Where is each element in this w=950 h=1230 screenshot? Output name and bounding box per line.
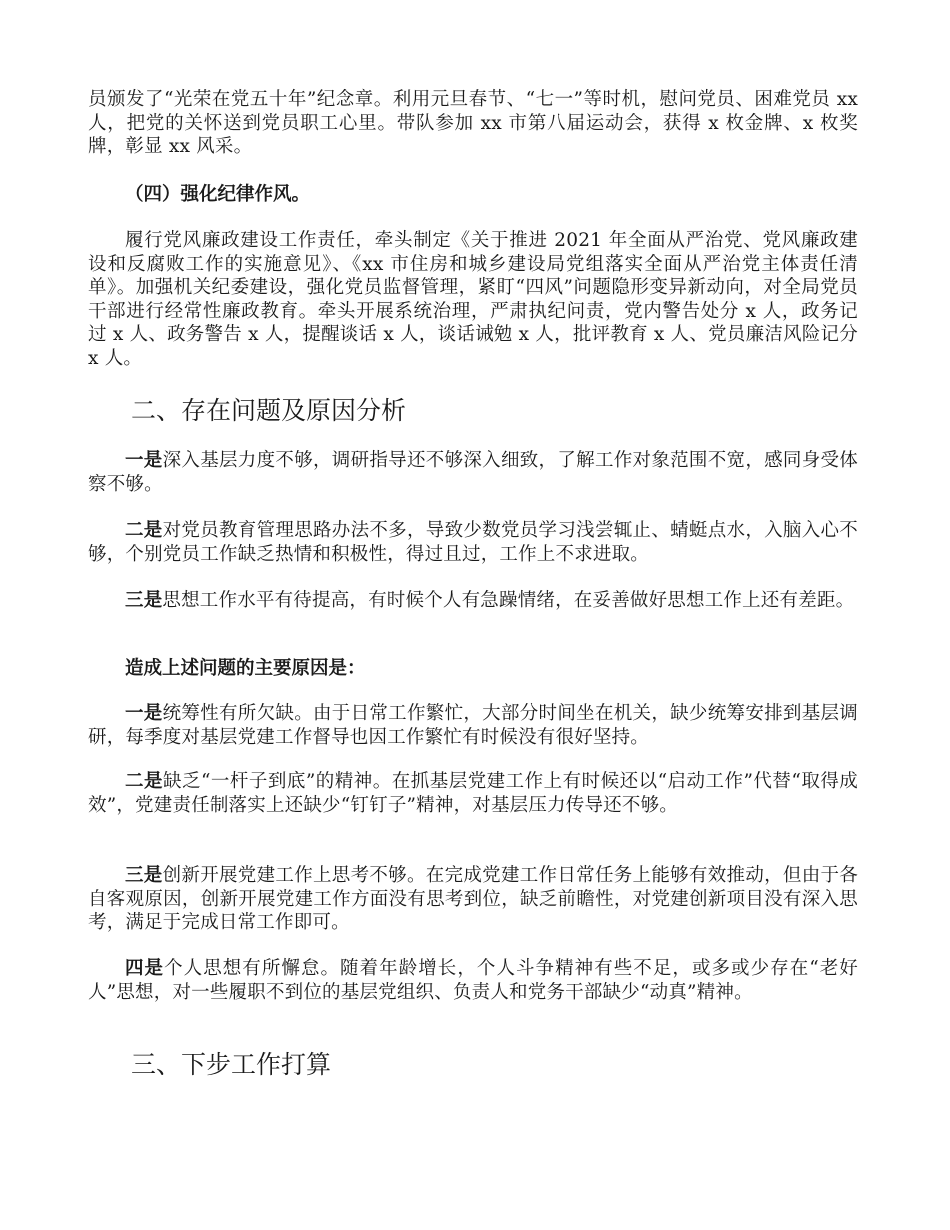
- cause-lead: 二是: [125, 771, 163, 792]
- paragraph-continuation: 员颁发了“光荣在党五十年”纪念章。利用元旦春节、“七一”等时机，慰问党员、困难党员 xx 人，把党的关怀送到党员职工心里。带队参加 xx 市第八届运动会，获得 x 枚金牌、x 枚奖牌，彰显 xx 风采。: [88, 89, 858, 157]
- issue-text: 思想工作水平有待提高，有时候个人有急躁情绪，在妥善做好思想工作上还有差距。: [162, 590, 855, 611]
- issue-text: 深入基层力度不够，调研指导还不够深入细致，了解工作对象范围不宽，感同身受体察不够。: [88, 450, 859, 495]
- section-heading-problems: 二、存在问题及原因分析: [131, 396, 407, 425]
- section-heading-next-steps: 三、下步工作打算: [131, 1050, 332, 1079]
- subheading-discipline: （四）强化纪律作风。: [125, 184, 311, 205]
- cause-text: 创新开展党建工作上思考不够。在完成党建工作日常任务上能够有效推动，但由于各自客观原因，创新开展党建工作方面没有思考到位，缺乏前瞻性，对党建创新项目没有深入思考，满足于完成日常工作即可。: [88, 865, 859, 933]
- cause-text: 缺乏“一杆子到底”的精神。在抓基层党建工作上有时候还以“启动工作”代替“取得成效”，党建责任制落实上还缺少“钉钉子”精神，对基层压力传导还不够。: [88, 771, 859, 816]
- issue-item: [88, 519, 858, 566]
- issue-text: 对党员教育管理思路办法不多，导致少数党员学习浅尝辄止、蜻蜓点水，入脑入心不够，个别党员工作缺乏热情和积极性，得过且过，工作上不求进取。: [88, 520, 859, 565]
- issue-lead: 三是: [125, 590, 163, 611]
- issue-lead: 一是: [125, 450, 163, 471]
- cause-text: 统筹性有所欠缺。由于日常工作繁忙，大部分时间坐在机关，缺少统筹安排到基层调研，每季度对基层党建工作督导也因工作繁忙有时候没有很好坚持。: [88, 703, 859, 748]
- cause-item: [88, 864, 858, 935]
- cause-item: [88, 770, 858, 817]
- cause-item: [88, 702, 858, 749]
- causes-heading: 造成上述问题的主要原因是：: [125, 658, 366, 679]
- cause-item: [88, 957, 858, 1004]
- issue-item: [88, 449, 858, 496]
- issue-item: [88, 589, 858, 613]
- cause-lead: 一是: [125, 703, 163, 724]
- paragraph-discipline: 履行党风廉政建设工作责任，牵头制定《关于推进 2021 年全面从严治党、党风廉政建设和反腐败工作的实施意见》、《xx 市住房和城乡建设局党组落实全面从严治党主体责任清单》。加强机关纪委建设，强化党员监督管理，紧盯“四风”问题隐形变异新动向，对全局党员干部进行经常性廉政教育。牵头开展系统治理，严肃执纪问责，党内警告处分 x 人，政务记过 x 人、政务警告 x 人，提醒谈话 x 人，谈话诫勉 x 人，批评教育 x 人、党员廉洁风险记分 x 人。: [88, 230, 858, 369]
- cause-lead: 四是: [125, 958, 165, 979]
- cause-text: 个人思想有所懈怠。随着年龄增长，个人斗争精神有些不足，或多或少存在“老好人”思想，对一些履职不到位的基层党组织、负责人和党务干部缺少“动真”精神。: [88, 958, 858, 1003]
- cause-lead: 三是: [125, 865, 163, 886]
- issue-lead: 二是: [125, 520, 163, 541]
